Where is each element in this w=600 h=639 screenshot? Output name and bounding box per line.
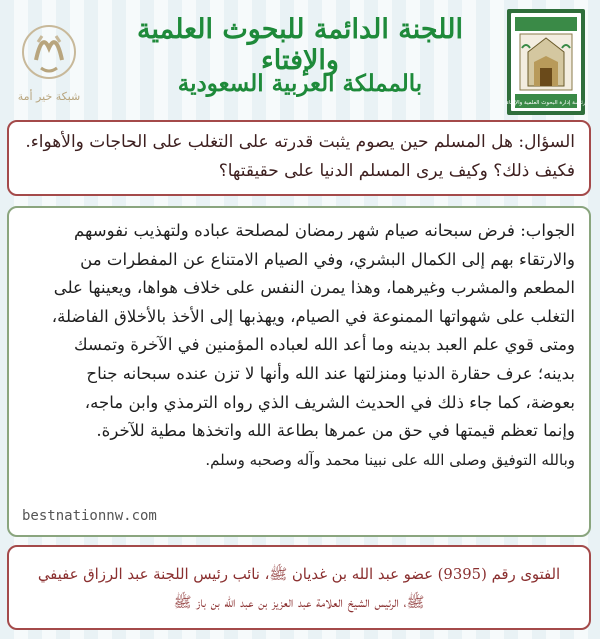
page-title: اللجنة الدائمة للبحوث العلمية والإفتاء	[137, 14, 463, 76]
answer-closing: وبالله التوفيق وصلى الله على نبينا محمد وآله وصحبه وسلم.	[205, 450, 575, 469]
khair-ummah-logo-icon	[8, 12, 90, 112]
fatwa-line-2: ﷺ، الرئيس الشيخ العلامة عبد العزيز بن عبد الله بن باز ﷺ	[173, 594, 425, 611]
answer-line-3: المطعم والمشرب وغيرهما، وهذا يمرن النفس على خلاف هواها، ويعينها على	[53, 278, 575, 298]
answer-line-8: وإنما تعظم قيمتها في حق من عمرها بطاعة الله واتخذها مطية للآخرة.	[96, 421, 575, 441]
left-logo-text: شبكة خير أمة	[17, 90, 81, 103]
answer-line-1: الجواب: فرض سبحانه صيام شهر رمضان لمصلحة عباده ولتهذيب نفوسهم	[74, 221, 575, 240]
question-line-1: السؤال: هل المسلم حين يصوم يثبت قدرته على التغلب على الحاجات والأهواء.	[25, 132, 575, 152]
fatwa-line-1: الفتوى رقم (9395) عضو عبد الله بن غديان ﷺ، نائب رئيس اللجنة عبد الرزاق عفيفي	[37, 566, 561, 583]
answer-line-6: بدينه؛ عرف حقارة الدنيا ومنزلتها عند الله وأنها لا تزن عنده سبحانه جناح	[86, 363, 575, 383]
committee-emblem-icon	[506, 8, 586, 116]
question-line-2: فكيف ذلك؟ وكيف يرى المسلم الدنيا على حقيقتها؟	[218, 161, 575, 181]
answer-box	[7, 206, 591, 537]
answer-line-7: بعوضة، كما جاء ذلك في الحديث الشريف الذي رواه الترمذي وابن ماجه،	[84, 392, 575, 412]
answer-line-2: والارتقاء بهم إلى الكمال البشري، وفي الصيام الامتناع عن المفطرات من	[80, 249, 575, 269]
answer-line-4: التغلب على شهواتها الممنوعة في الصيام، ويهذبها إلى الأخذ بالأخلاق الفاضلة،	[51, 306, 575, 326]
watermark-url: bestnationnw.com	[22, 508, 157, 524]
right-logo-caption: رئاسة إدارة البحوث العلمية والإفتاء	[506, 100, 586, 106]
header	[0, 0, 600, 122]
question-box	[7, 120, 591, 196]
fatwa-reference-box	[7, 545, 591, 630]
answer-line-5: ومتى قوي علم العبد بدينه وما أعد الله لعباده المؤمنين في الآخرة وتمسك	[74, 335, 575, 355]
page-subtitle: بالمملكة العربية السعودية	[177, 70, 423, 97]
